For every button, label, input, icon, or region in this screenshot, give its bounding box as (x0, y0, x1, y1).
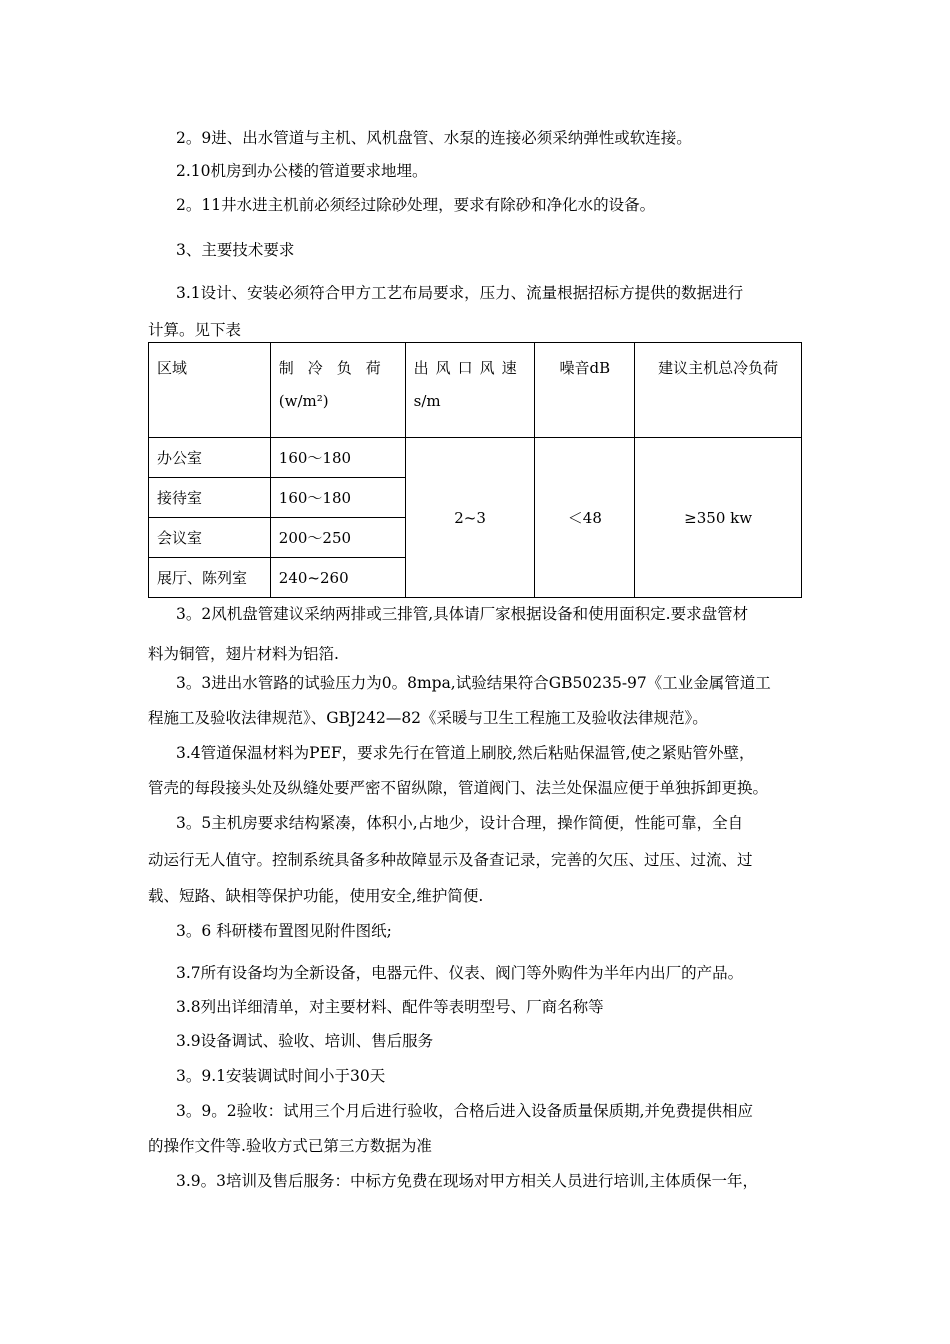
table-cell-area: 办公室 (149, 438, 271, 478)
paragraph-3-4-line2: 管壳的每段接头处及纵缝处要严密不留纵隙，管道阀门、法兰处保温应便于单独拆卸更换。 (148, 779, 769, 797)
merged-air-speed: 2~3 (405, 438, 535, 598)
header-total-load: 建议主机总冷负荷 (635, 343, 802, 438)
header-cooling-load: 制冷负荷 (w/m²) (270, 343, 405, 438)
paragraph-3-1-line2: 计算。见下表 (148, 321, 242, 339)
merged-noise: ＜48 (535, 438, 635, 598)
paragraph-3-9-3: 3.9。3培训及售后服务：中标方免费在现场对甲方相关人员进行培训,主体质保一年， (176, 1172, 758, 1190)
header-area: 区域 (149, 343, 271, 438)
paragraph-3-9-2-line2: 的操作文件等.验收方式已第三方数据为准 (148, 1137, 432, 1155)
paragraph-2-10: 2.10机房到办公楼的管道要求地埋。 (176, 162, 428, 180)
table-cell-area: 展厅、陈列室 (149, 558, 271, 598)
header-noise: 噪音dB (535, 343, 635, 438)
paragraph-3-3-line1: 3。3进出水管路的试验压力为0。8mpa,试验结果符合GB50235-97《工业金属管道工 (176, 674, 771, 692)
paragraph-3-2-line1: 3。2风机盘管建议采纳两排或三排管,具体请厂家根据设备和使用面积定.要求盘管材 (176, 605, 749, 623)
paragraph-3-3-line2: 程施工及验收法律规范》、GBJ242—82《采暖与卫生工程施工及验收法律规范》。 (148, 709, 708, 727)
paragraph-3-4-line1: 3.4管道保温材料为PEF，要求先行在管道上刷胶,然后粘贴保温管,使之紧贴管外壁， (176, 744, 755, 762)
paragraph-3-5-line2: 动运行无人值守。控制系统具备多种故障显示及备查记录，完善的欠压、过压、过流、过 (148, 851, 753, 869)
paragraph-3-5-line1: 3。5主机房要求结构紧凑，体积小,占地少，设计合理，操作简便，性能可靠，全自 (176, 814, 744, 832)
paragraph-3-7: 3.7所有设备均为全新设备，电器元件、仪表、阀门等外购件为半年内出厂的产品。 (176, 964, 744, 982)
table-cell-load: 240~260 (270, 558, 405, 598)
cooling-load-table (148, 342, 802, 598)
paragraph-3-9-1: 3。9.1安装调试时间小于30天 (176, 1067, 386, 1085)
paragraph-2-9: 2。9进、出水管道与主机、风机盘管、水泵的连接必须采纳弹性或软连接。 (176, 129, 692, 147)
paragraph-3-2-line2: 料为铜管，翅片材料为铝箔. (148, 645, 339, 663)
table-cell-load: 200～250 (270, 518, 405, 558)
paragraph-3-9-2-line1: 3。9。2验收：试用三个月后进行验收，合格后进入设备质量保质期,并免费提供相应 (176, 1102, 754, 1120)
paragraph-2-11: 2。11井水进主机前必须经过除砂处理，要求有除砂和净化水的设备。 (176, 196, 656, 214)
paragraph-3-5-line3: 载、短路、缺相等保护功能，使用安全,维护简便. (148, 887, 484, 905)
table-cell-area: 接待室 (149, 478, 271, 518)
table-cell-area: 会议室 (149, 518, 271, 558)
paragraph-3-1-line1: 3.1设计、安装必须符合甲方工艺布局要求，压力、流量根据招标方提供的数据进行 (176, 284, 744, 302)
paragraph-3-8: 3.8列出详细清单，对主要材料、配件等表明型号、厂商名称等 (176, 998, 604, 1016)
table-cell-load: 160～180 (270, 478, 405, 518)
table-cell-load: 160～180 (270, 438, 405, 478)
merged-total-load: ≥350 kw (635, 438, 802, 598)
header-air-speed: 出风口风速 s/m (405, 343, 535, 438)
paragraph-3-6: 3。6 科研楼布置图见附件图纸; (176, 922, 392, 940)
paragraph-3-9: 3.9设备调试、验收、培训、售后服务 (176, 1032, 434, 1050)
section-heading-3: 3、主要技术要求 (176, 241, 295, 259)
